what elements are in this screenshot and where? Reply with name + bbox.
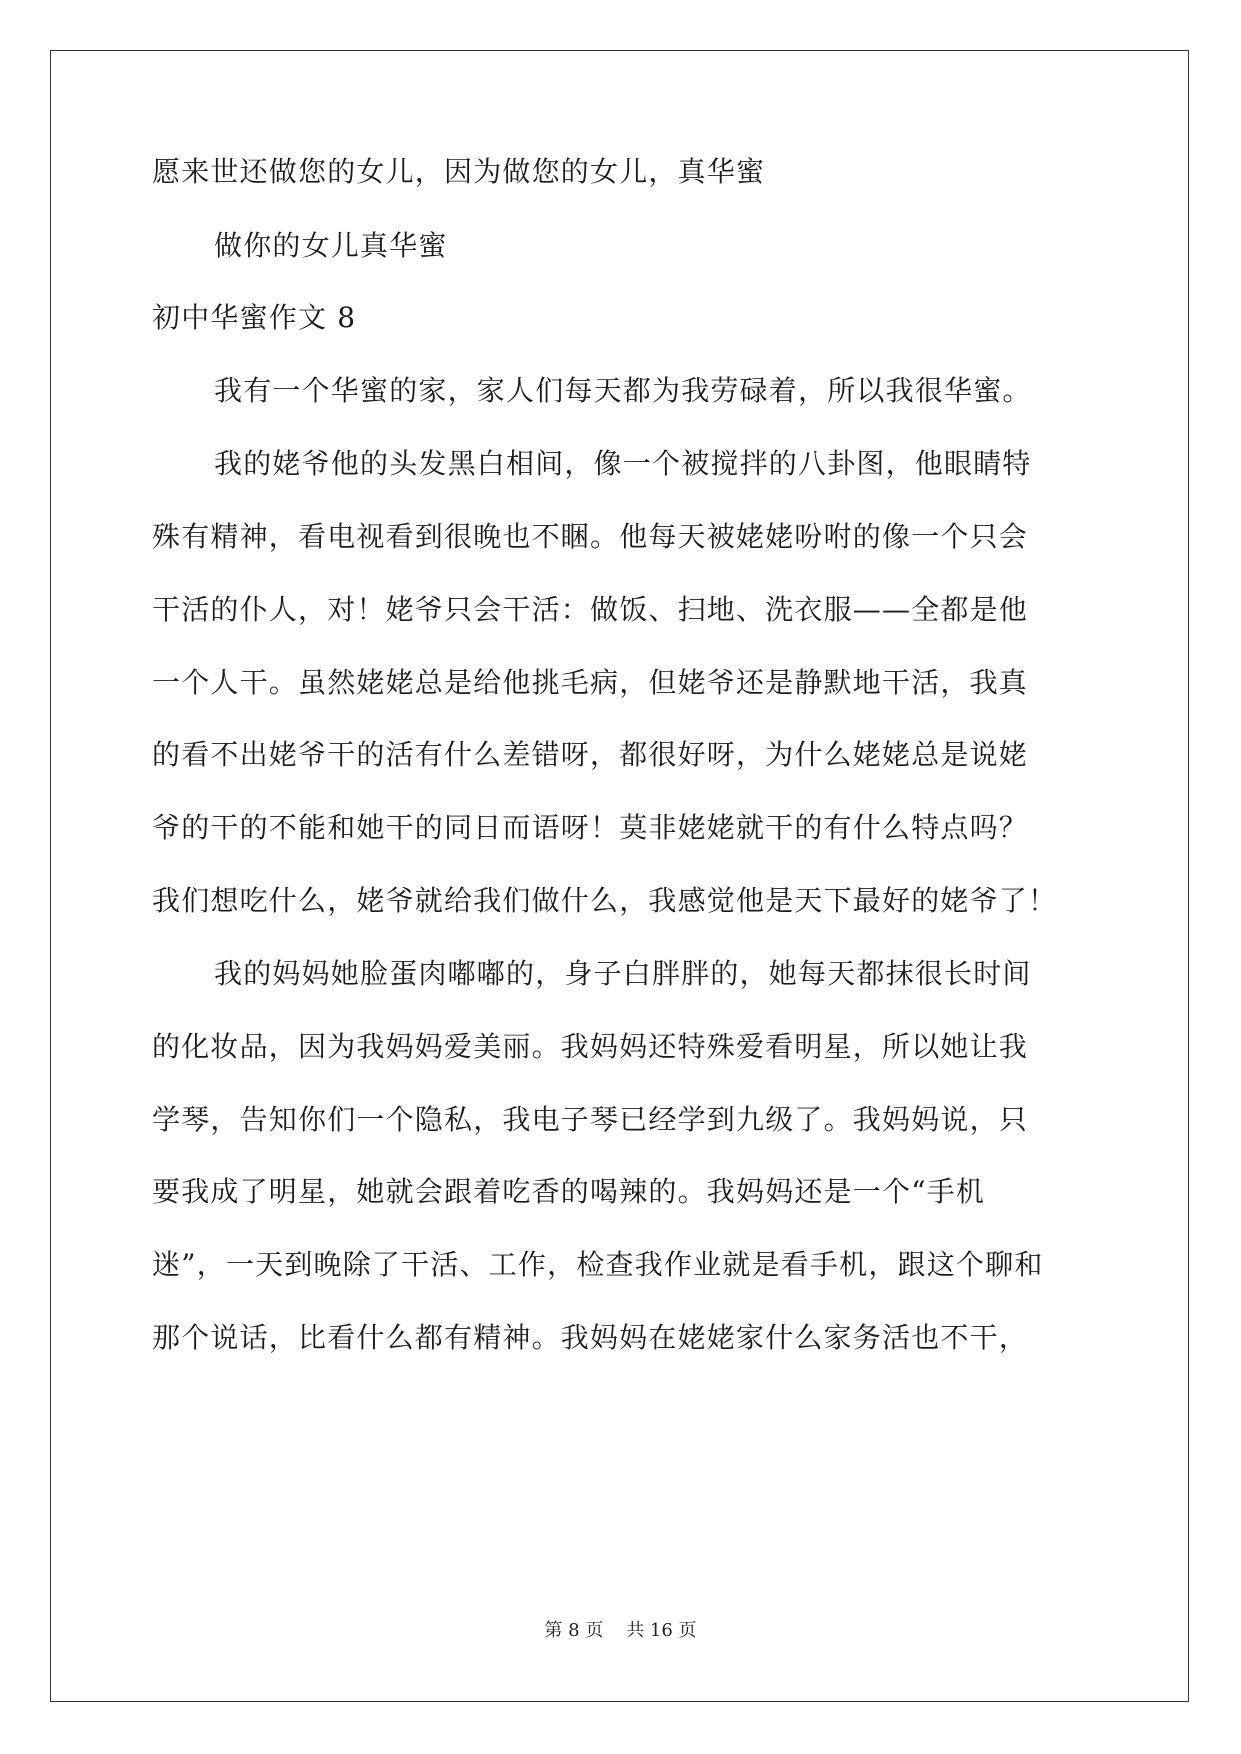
text-line-2: 做你的女儿真华蜜 — [214, 229, 448, 262]
paragraph-line: 学琴，告知你们一个隐私，我电子琴已经学到九级了。我妈妈说，只 — [152, 1103, 1029, 1136]
paragraph-line: 我的姥爷他的头发黑白相间，像一个被搅拌的八卦图，他眼睛特 — [214, 447, 1032, 480]
paragraph-line: 一个人干。虽然姥姥总是给他挑毛病，但姥爷还是静默地干活，我真 — [152, 666, 1029, 699]
paragraph-line: 殊有精神，看电视看到很晚也不睏。他每天被姥姥吩咐的像一个只会 — [152, 520, 1029, 553]
paragraph-line: 我有一个华蜜的家，家人们每天都为我劳碌着，所以我很华蜜。 — [214, 374, 1032, 407]
page-number-footer: 第 8 页 共 16 页 — [544, 1620, 697, 1641]
paragraph-line: 的看不出姥爷干的活有什么差错呀，都很好呀，为什么姥姥总是说姥 — [152, 738, 1029, 771]
paragraph-line: 要我成了明星，她就会跟着吃香的喝辣的。我妈妈还是一个“手机 — [152, 1175, 986, 1208]
paragraph-line: 迷”，一天到晚除了干活、工作，检查我作业就是看手机，跟这个聊和 — [152, 1248, 1044, 1281]
paragraph-line: 爷的干的不能和她干的同日而语呀！莫非姥姥就干的有什么特点吗？ — [152, 811, 1029, 844]
paragraph-line: 那个说话，比看什么都有精神。我妈妈在姥姥家什么家务活也不干， — [152, 1321, 1029, 1354]
section-heading: 初中华蜜作文 8 — [152, 301, 357, 334]
paragraph-line: 我的妈妈她脸蛋肉嘟嘟的，身子白胖胖的，她每天都抹很长时间 — [214, 957, 1032, 990]
text-line-1: 愿来世还做您的女儿，因为做您的女儿，真华蜜 — [152, 155, 766, 188]
paragraph-line: 我们想吃什么，姥爷就给我们做什么，我感觉他是天下最好的姥爷了！ — [152, 884, 1058, 917]
paragraph-line: 的化妆品，因为我妈妈爱美丽。我妈妈还特殊爱看明星，所以她让我 — [152, 1030, 1029, 1063]
paragraph-line: 干活的仆人，对！姥爷只会干活：做饭、扫地、洗衣服——全都是他 — [152, 593, 1029, 626]
